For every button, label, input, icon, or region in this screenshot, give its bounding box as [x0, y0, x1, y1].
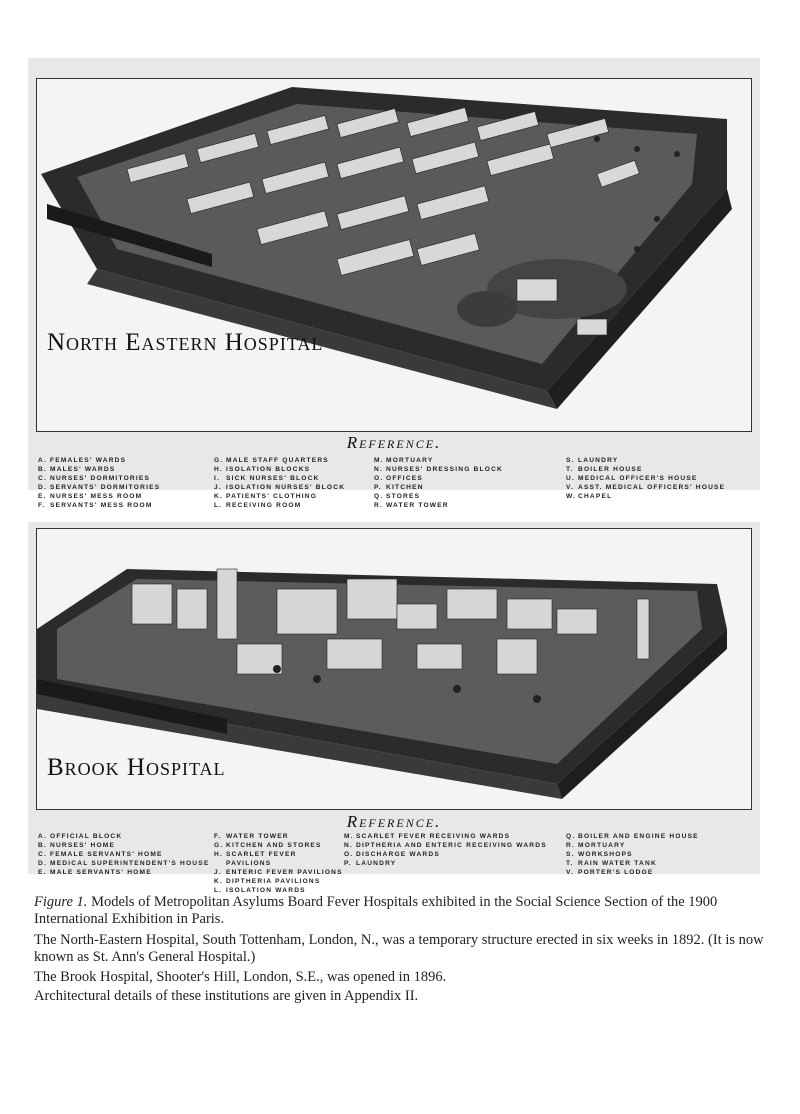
legend-item [566, 868, 752, 877]
legend-label: SCARLET FEVER RECEIVING WARDS [356, 833, 511, 840]
caption-paragraph: Architectural details of these institutions are given in Appendix II. [34, 988, 419, 1004]
reference-legend [38, 456, 754, 510]
legend-label: PORTER'S LODGE [578, 869, 654, 876]
legend-item [214, 492, 374, 501]
figure-caption [34, 894, 774, 928]
legend-item [566, 456, 752, 465]
legend-item [214, 850, 344, 868]
figure-label: Figure 1. [34, 894, 88, 910]
legend-label: MALE SERVANTS' HOME [50, 869, 152, 876]
model-photo-north-eastern [36, 78, 752, 432]
legend-key: C. [38, 475, 47, 482]
legend-label: LAUNDRY [356, 860, 397, 867]
legend-label: WATER TOWER [226, 833, 289, 840]
figure-caption-text: Models of Metropolitan Asylums Board Fever Hospitals exhibited in the Social Science Section of the 1900 International Exhibition in Paris. [34, 894, 718, 927]
legend-label: DIPTHERIA AND ENTERIC RECEIVING WARDS [356, 842, 547, 849]
legend-key: Q. [566, 833, 576, 840]
legend-label: KITCHEN AND STORES [226, 842, 322, 849]
legend-item [38, 483, 214, 492]
legend-item [38, 492, 214, 501]
legend-key: O. [374, 475, 384, 482]
legend-item [374, 501, 566, 510]
legend-key: H. [214, 851, 223, 858]
legend-item [38, 868, 214, 877]
plate-north-eastern-hospital [28, 58, 760, 509]
legend-label: WORKSHOPS [578, 851, 633, 858]
legend-item [566, 832, 752, 841]
legend-label: RECEIVING ROOM [226, 502, 302, 509]
legend-key: C. [38, 851, 47, 858]
legend-item [566, 483, 752, 492]
legend-key: F. [214, 833, 222, 840]
legend-item [344, 859, 566, 868]
legend-key: Q. [374, 493, 384, 500]
legend-label: ISOLATION WARDS [226, 887, 306, 894]
legend-key: S. [566, 457, 575, 464]
legend-item [38, 456, 214, 465]
legend-label: ASST. MEDICAL OFFICERS' HOUSE [578, 484, 726, 491]
legend-key: J. [214, 484, 222, 491]
legend-label: BOILER AND ENGINE HOUSE [578, 833, 699, 840]
legend-label: NURSES' DORMITORIES [50, 475, 151, 482]
legend-item [374, 465, 566, 474]
legend-item [374, 492, 566, 501]
legend-key: N. [374, 466, 383, 473]
legend-label: NURSES' HOME [50, 842, 116, 849]
legend-column [214, 456, 374, 510]
legend-key: D. [38, 860, 47, 867]
legend-key: M. [344, 833, 354, 840]
legend-key: L. [214, 887, 223, 894]
legend-label: KITCHEN [386, 484, 424, 491]
legend-key: N. [344, 842, 353, 849]
legend-item [344, 850, 566, 859]
legend-item [38, 465, 214, 474]
model-photo-brook [36, 528, 752, 810]
legend-key: P. [374, 484, 382, 491]
plate-brook-hospital [28, 522, 760, 894]
legend-item [566, 850, 752, 859]
legend-key: W. [566, 493, 577, 500]
legend-key: H. [214, 466, 223, 473]
legend-item [38, 501, 214, 510]
legend-label: DIPTHERIA PAVILIONS [226, 878, 321, 885]
legend-label: MEDICAL OFFICER'S HOUSE [578, 475, 698, 482]
legend-label: ENTERIC FEVER PAVILIONS [226, 869, 343, 876]
legend-label: MEDICAL SUPERINTENDENT'S HOUSE [50, 860, 210, 867]
legend-label: BOILER HOUSE [578, 466, 643, 473]
legend-label: OFFICES [386, 475, 423, 482]
legend-label: MALES' WARDS [50, 466, 116, 473]
legend-key: B. [38, 466, 47, 473]
legend-key: T. [566, 466, 574, 473]
legend-key: R. [374, 502, 383, 509]
legend-label: FEMALE SERVANTS' HOME [50, 851, 163, 858]
legend-key: G. [214, 457, 224, 464]
legend-item [38, 474, 214, 483]
legend-label: SERVANTS' MESS ROOM [50, 502, 153, 509]
legend-key: D. [38, 484, 47, 491]
legend-label: LAUNDRY [578, 457, 619, 464]
legend-item [374, 483, 566, 492]
legend-key: T. [566, 860, 574, 867]
legend-item [38, 841, 214, 850]
legend-label: MORTUARY [578, 842, 626, 849]
legend-key: U. [566, 475, 575, 482]
legend-item [566, 474, 752, 483]
legend-key: E. [38, 493, 47, 500]
legend-item [374, 474, 566, 483]
hospital-model-image [37, 79, 751, 431]
legend-key: A. [38, 833, 47, 840]
legend-item [38, 832, 214, 841]
legend-item [374, 456, 566, 465]
legend-key: R. [566, 842, 575, 849]
legend-label: WATER TOWER [386, 502, 449, 509]
legend-label: NURSES' MESS ROOM [50, 493, 143, 500]
reference-legend [38, 832, 754, 895]
legend-key: F. [38, 502, 46, 509]
legend-column [38, 832, 214, 895]
legend-item [566, 492, 752, 501]
legend-label: SICK NURSES' BLOCK [226, 475, 320, 482]
legend-key: I. [214, 475, 221, 482]
legend-label: ISOLATION BLOCKS [226, 466, 311, 473]
legend-label: RAIN WATER TANK [578, 860, 657, 867]
legend-key: M. [374, 457, 384, 464]
model-title-label: North Eastern Hospital [47, 329, 324, 356]
legend-key: P. [344, 860, 352, 867]
legend-item [214, 501, 374, 510]
caption-paragraph: The North-Eastern Hospital, South Tottenham, London, N., was a temporary structure erected in six weeks in 1892. (It is now known as St. Ann's General Hospital.) [34, 932, 764, 965]
legend-item [214, 474, 374, 483]
legend-column [214, 832, 344, 895]
legend-key: J. [214, 869, 222, 876]
reference-heading: Reference. [346, 433, 442, 452]
legend-item [214, 832, 344, 841]
legend-item [566, 465, 752, 474]
legend-column [566, 832, 752, 895]
legend-key: E. [38, 869, 47, 876]
legend-column [38, 456, 214, 510]
legend-key: O. [344, 851, 354, 858]
legend-item [344, 832, 566, 841]
legend-key: K. [214, 878, 223, 885]
legend-key: K. [214, 493, 223, 500]
legend-key: A. [38, 457, 47, 464]
legend-key: B. [38, 842, 47, 849]
legend-key: S. [566, 851, 575, 858]
caption-paragraph: The Brook Hospital, Shooter's Hill, London, S.E., was opened in 1896. [34, 969, 447, 985]
legend-item [214, 483, 374, 492]
legend-label: PATIENTS' CLOTHING [226, 493, 318, 500]
legend-label: CHAPEL [578, 493, 613, 500]
legend-item [214, 465, 374, 474]
legend-item [38, 859, 214, 868]
legend-label: ISOLATION NURSES' BLOCK [226, 484, 346, 491]
legend-column [344, 832, 566, 895]
legend-item [214, 841, 344, 850]
legend-item [344, 841, 566, 850]
legend-key: V. [566, 869, 575, 876]
legend-item [566, 859, 752, 868]
legend-item [38, 850, 214, 859]
legend-item [214, 456, 374, 465]
legend-item [566, 841, 752, 850]
legend-label: SCARLET FEVER PAVILIONS [226, 851, 297, 867]
legend-label: SERVANTS' DORMITORIES [50, 484, 161, 491]
legend-column [566, 456, 752, 510]
legend-key: V. [566, 484, 575, 491]
legend-label: MALE STAFF QUARTERS [226, 457, 329, 464]
legend-key: L. [214, 502, 223, 509]
legend-label: NURSES' DRESSING BLOCK [386, 466, 503, 473]
legend-label: MORTUARY [386, 457, 434, 464]
legend-label: OFFICIAL BLOCK [50, 833, 123, 840]
legend-label: FEMALES' WARDS [50, 457, 127, 464]
model-title-label: Brook Hospital [47, 754, 226, 781]
legend-item [214, 877, 344, 886]
legend-label: DISCHARGE WARDS [356, 851, 440, 858]
legend-key: G. [214, 842, 224, 849]
legend-label: STORES [386, 493, 421, 500]
legend-item [214, 868, 344, 877]
legend-column [374, 456, 566, 510]
reference-heading: Reference. [346, 812, 442, 831]
